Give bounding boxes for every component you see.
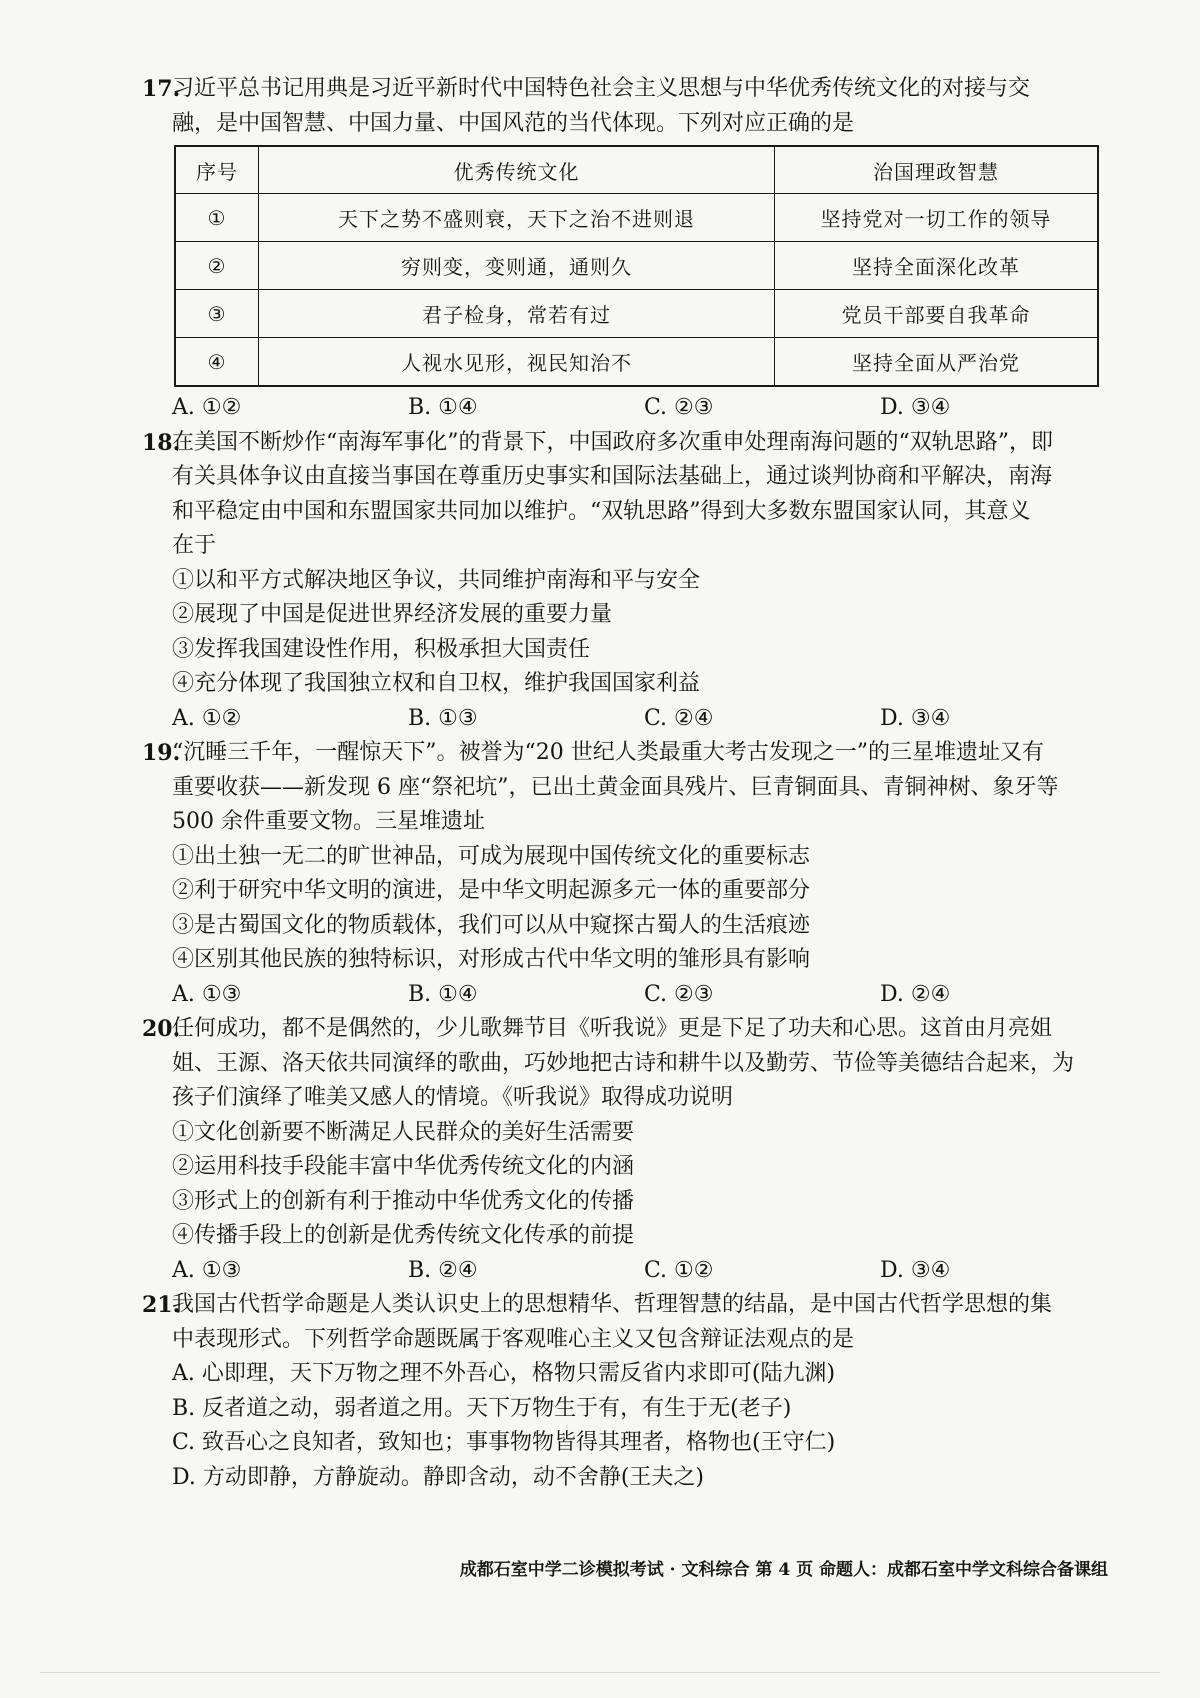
statement-item: ④传播手段上的创新是优秀传统文化传承的前提 (172, 1223, 635, 1248)
table-row (175, 194, 1098, 242)
question-20 (142, 1012, 1117, 1288)
option-a: A. ①③ (172, 1257, 242, 1283)
option-d: D. 方动即静，方静旋动。静即含动，动不舍静(王夫之) (172, 1464, 705, 1490)
option-a: A. 心即理，天下万物之理不外吾心，格物只需反省内求即可(陆九渊) (172, 1361, 836, 1386)
question-stem-line: 姐、王源、洛天依共同演绎的歌曲，巧妙地把古诗和耕牛以及勤劳、节俭等美德结合起来，为 (172, 1050, 1075, 1076)
question-stem-line: 重要收获——新发现 6 座“祭祀坑”，已出土黄金面具残片、巨青铜面具、青铜神树、象牙等 (172, 774, 1059, 800)
page-footer: 成都石室中学二诊模拟考试 · 文科综合 第 4 页 命题人：成都石室中学文科综合备课组 (459, 1560, 1108, 1580)
question-number: 20. (142, 1016, 181, 1042)
question-stem-line: 融，是中国智慧、中国力量、中国风范的当代体现。下列对应正确的是 (172, 110, 855, 136)
table-row (175, 338, 1098, 387)
question-stem-line: 习近平总书记用典是习近平新时代中国特色社会主义思想与中华优秀传统文化的对接与交 (172, 76, 1031, 101)
table-cell: ④ (175, 338, 259, 387)
statement-item: ④区别其他民族的独特标识，对形成古代中华文明的雏形具有影响 (172, 947, 811, 972)
page-content (142, 72, 1117, 1495)
table-cell: 党员干部要自我革命 (775, 290, 1099, 338)
statement-item: ③形式上的创新有利于推动中华优秀文化的传播 (172, 1188, 635, 1214)
question-stem-line: 我国古代哲学命题是人类认识史上的思想精华、哲理智慧的结晶，是中国古代哲学思想的集 (172, 1292, 1053, 1317)
option-a: A. ①③ (172, 981, 242, 1007)
question-stem-line: 任何成功，都不是偶然的，少儿歌舞节目《听我说》更是下足了功夫和心思。这首由月亮姐 (172, 1016, 1053, 1041)
question-21 (142, 1288, 1117, 1495)
scan-edge-divider (40, 1672, 1160, 1673)
question-stem-line: 有关具体争议由直接当事国在尊重历史事实和国际法基础上，通过谈判协商和平解决，南海 (172, 464, 1053, 489)
statement-item: ①文化创新要不断满足人民群众的美好生活需要 (172, 1119, 635, 1145)
option-d: D. ③④ (880, 395, 951, 420)
statement-item: ②展现了中国是促进世界经济发展的重要力量 (172, 602, 613, 627)
table-cell: 坚持全面深化改革 (775, 242, 1099, 290)
question-stem-line: “沉睡三千年，一醒惊天下”。被誉为“20 世纪人类最重大考古发现之一”的三星堆遗址又有 (172, 740, 1044, 765)
option-d: D. ③④ (880, 705, 951, 731)
option-b: B. ①③ (408, 705, 478, 731)
question-stem-line: 500 余件重要文物。三星堆遗址 (172, 809, 485, 834)
answer-options (172, 391, 1117, 426)
option-c: C. ②③ (644, 395, 714, 420)
question-17 (142, 72, 1117, 426)
table-cell: 天下之势不盛则衰，天下之治不进则退 (259, 194, 775, 242)
question-18 (142, 426, 1117, 737)
question-number: 19. (142, 740, 181, 766)
statement-item: ②利于研究中华文明的演进，是中华文明起源多元一体的重要部分 (172, 878, 811, 903)
option-d: D. ③④ (880, 1257, 951, 1283)
question-stem-line: 在于 (172, 533, 217, 558)
table-cell: ③ (175, 290, 259, 338)
table-row (175, 242, 1098, 290)
question-number: 18. (142, 429, 181, 456)
table-cell: 君子检身，常若有过 (259, 290, 775, 338)
question-stem-line: 中表现形式。下列哲学命题既属于客观唯心主义又包含辩证法观点的是 (172, 1326, 855, 1352)
option-c: C. 致吾心之良知者，致知也；事事物物皆得其理者，格物也(王守仁) (172, 1430, 836, 1455)
option-c: C. ②③ (644, 981, 714, 1007)
question-stem-line: 孩子们演绎了唯美又感人的情境。《听我说》取得成功说明 (172, 1085, 734, 1110)
table-cell: 坚持全面从严治党 (775, 338, 1099, 387)
answer-options (172, 978, 1117, 1013)
table-cell: 穷则变，变则通，通则久 (259, 242, 775, 290)
answer-options (172, 702, 1117, 737)
culture-governance-table (174, 145, 1099, 387)
option-a: A. ①② (172, 395, 242, 420)
option-d: D. ②④ (880, 981, 951, 1007)
statement-item: ②运用科技手段能丰富中华优秀传统文化的内涵 (172, 1154, 635, 1179)
statement-item: ④充分体现了我国独立权和自卫权，维护我国国家利益 (172, 671, 701, 696)
option-c: C. ①② (644, 1257, 714, 1283)
answer-options (172, 1254, 1117, 1289)
statement-item: ③是古蜀国文化的物质载体，我们可以从中窥探古蜀人的生活痕迹 (172, 912, 811, 938)
statement-item: ①出土独一无二的旷世神品，可成为展现中国传统文化的重要标志 (172, 843, 811, 869)
option-b: B. ②④ (408, 1257, 478, 1283)
column-header-culture: 优秀传统文化 (259, 146, 775, 194)
option-b: B. ①④ (408, 981, 478, 1007)
statement-item: ①以和平方式解决地区争议，共同维护南海和平与安全 (172, 567, 701, 593)
statement-item: ③发挥我国建设性作用，积极承担大国责任 (172, 636, 591, 662)
column-header-number: 序号 (175, 146, 259, 194)
table-cell: 坚持党对一切工作的领导 (775, 194, 1099, 242)
table-cell: ② (175, 242, 259, 290)
option-c: C. ②④ (644, 705, 714, 731)
option-a: A. ①② (172, 705, 242, 731)
table-cell: ① (175, 194, 259, 242)
question-stem-line: 和平稳定由中国和东盟国家共同加以维护。“双轨思路”得到大多数东盟国家认同，其意义 (172, 498, 1031, 524)
table-row (175, 290, 1098, 338)
table-cell: 人视水见形，视民知治不 (259, 338, 775, 387)
question-19 (142, 736, 1117, 1012)
table-header-row (175, 146, 1098, 194)
option-b: B. 反者道之动，弱者道之用。天下万物生于有，有生于无(老子) (172, 1395, 792, 1421)
question-stem-line: 在美国不断炒作“南海军事化”的背景下，中国政府多次重申处理南海问题的“双轨思路”，即 (172, 429, 1053, 455)
column-header-wisdom: 治国理政智慧 (775, 146, 1099, 194)
question-number: 17. (142, 76, 181, 102)
option-b: B. ①④ (408, 395, 478, 420)
question-number: 21. (142, 1292, 181, 1318)
